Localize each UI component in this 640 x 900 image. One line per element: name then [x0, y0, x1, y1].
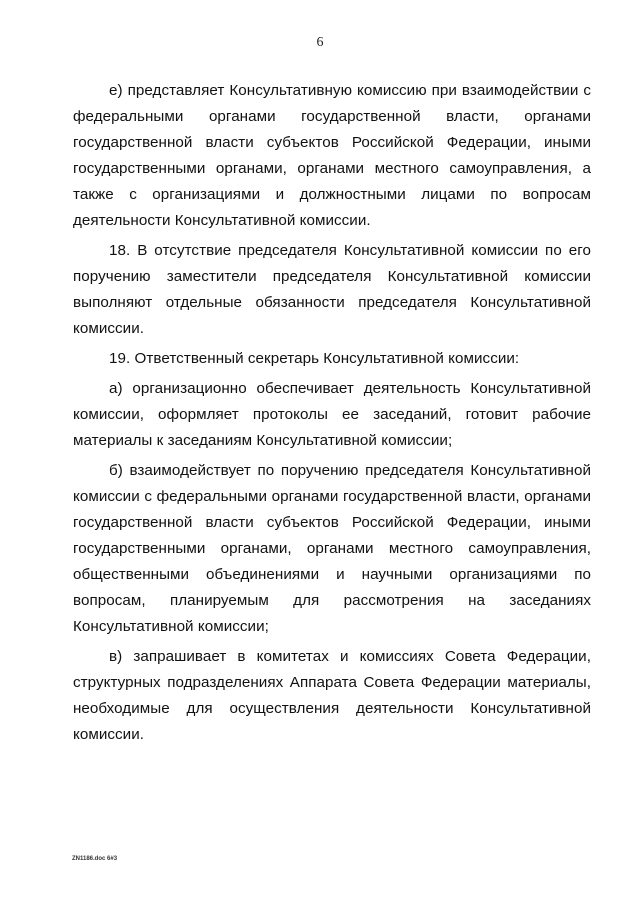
paragraph-19-secretary: 19. Ответственный секретарь Консультативной комиссии: — [109, 350, 520, 367]
document-body — [73, 78, 591, 748]
paragraph-v-request: в) запрашивает в комитетах и комиссиях Совета Федерации, структурных подразделениях Аппарата Совета Федерации материалы, необходимые для осуществления деятельности Консультативной комиссии. — [73, 648, 591, 743]
paragraph-18-deputies: 18. В отсутствие председателя Консультативной комиссии по его поручению заместители председателя Консультативной комиссии выполняют отдельные обязанности председателя Консультативной комиссии. — [73, 242, 591, 337]
footer-file-code: ZN1186.doc 6#3 — [72, 856, 118, 862]
paragraph-e-represent: е) представляет Консультативную комиссию при взаимодействии с федеральными органами государственной власти, органами государственной власти субъектов Российской Федерации, иными государственными органами, органами местного самоуправления, а также с организациями и должностными лицами по вопросам деятельности Консультативной комиссии. — [73, 82, 591, 229]
paragraph-a-organize: а) организационно обеспечивает деятельность Консультативной комиссии, оформляет протоколы ее заседаний, готовит рабочие материалы к заседаниям Консультативной комиссии; — [73, 380, 591, 449]
paragraph-b-interact: б) взаимодействует по поручению председателя Консультативной комиссии с федеральными органами государственной власти, органами государственной власти субъектов Российской Федерации, иными государственными органами, органами местного самоуправления, общественными объединениями и научными организациями по вопросам, планируемым для рассмотрения на заседаниях Консультативной комиссии; — [73, 462, 591, 635]
page-number: 6 — [316, 35, 324, 50]
